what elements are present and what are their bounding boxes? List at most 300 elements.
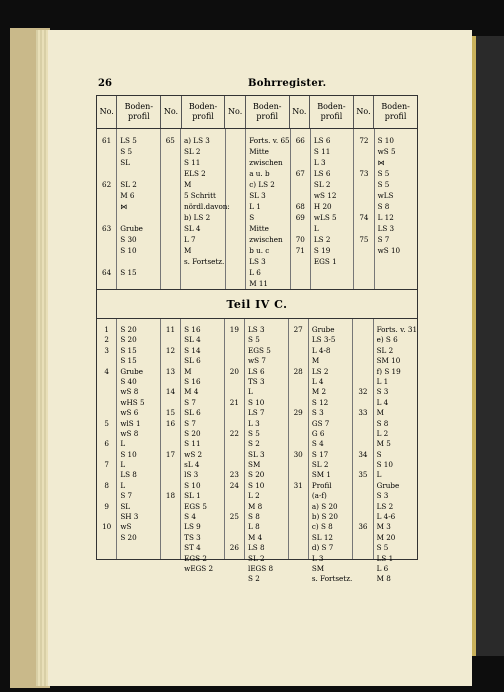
profile-entry: SL 4 xyxy=(184,335,201,345)
profile-entry: M xyxy=(311,356,320,366)
profile-entry: S 16 xyxy=(184,325,201,334)
bore-number xyxy=(161,157,180,168)
profile-entry: a) S 20 xyxy=(311,501,338,511)
profile-entry: wS 12 xyxy=(313,191,337,200)
bore-number xyxy=(289,502,308,512)
profile-entry: S 2 xyxy=(248,439,260,449)
profile-entry: L xyxy=(120,480,126,490)
bore-number xyxy=(161,234,180,245)
profile-entry: SH 3 xyxy=(120,512,139,522)
bore-number: 24 xyxy=(229,480,239,490)
bore-number: 21 xyxy=(229,397,239,407)
bore-number xyxy=(289,470,308,480)
bore-number xyxy=(161,377,180,387)
number-column xyxy=(353,319,373,559)
bore-number xyxy=(225,491,244,501)
bore-number xyxy=(291,179,310,190)
bore-number xyxy=(97,245,116,256)
profile-entry: 5 Schritt xyxy=(183,191,216,200)
bore-number xyxy=(225,460,244,470)
profile-entry: Forts. v. 31 xyxy=(376,325,418,334)
profile-entry: LS 3 xyxy=(249,257,266,266)
profile-entry: S 14 xyxy=(184,345,201,355)
bore-number: 32 xyxy=(358,387,368,397)
header-no: No. xyxy=(354,96,374,128)
bore-number: 61 xyxy=(102,136,112,145)
bore-number xyxy=(353,502,372,512)
bore-number xyxy=(226,201,245,212)
bore-number xyxy=(353,460,372,470)
header-bodenprofil: Boden- profil xyxy=(310,96,354,128)
bore-number xyxy=(225,408,244,418)
bore-number: 25 xyxy=(229,512,239,522)
bore-number xyxy=(353,533,372,543)
profile-entry: SM xyxy=(248,460,261,470)
profile-entry: S 11 xyxy=(184,439,201,449)
profile-entry: S 20 xyxy=(120,335,137,345)
bore-number xyxy=(353,398,372,408)
profile-entry: L 3 xyxy=(248,418,260,428)
profile-entry: SL xyxy=(120,501,131,511)
profile-entry: SL 6 xyxy=(184,408,201,418)
profile-entry: L xyxy=(120,439,126,449)
bore-number xyxy=(353,481,372,491)
profile-entry: L 12 xyxy=(377,213,394,222)
profile-entry: M 2 xyxy=(311,387,327,397)
profile-entry: LS 8 xyxy=(120,470,137,480)
profile-entry: ⋈ xyxy=(377,158,385,167)
bore-number xyxy=(289,398,308,408)
profile-entry: L 4 xyxy=(376,397,389,407)
bore-number xyxy=(225,346,244,356)
bore-number xyxy=(97,450,116,460)
bore-number xyxy=(353,356,372,366)
profile-entry: SL 2 xyxy=(120,180,137,189)
profile-entry: c) LS 2 xyxy=(249,180,275,189)
header-no: No. xyxy=(97,96,117,128)
bore-number xyxy=(289,377,308,387)
profile-entry: wLS 5 xyxy=(313,213,337,222)
profile-entry: H 20 xyxy=(313,202,332,211)
profile-entry: S 15 xyxy=(120,268,137,277)
profile-entry: SM 10 xyxy=(376,356,401,366)
profile-entry: a u. b xyxy=(249,169,270,178)
bohrregister-table xyxy=(96,95,418,584)
bore-number xyxy=(353,512,372,522)
profile-entry: L 3 xyxy=(313,158,326,167)
bore-number xyxy=(226,168,245,179)
lower-section xyxy=(97,319,418,584)
bore-number xyxy=(289,491,308,501)
bore-number xyxy=(161,429,180,439)
bore-number xyxy=(225,533,244,543)
profile-entry: LS 1 xyxy=(376,553,394,563)
profile-entry: b) LS 2 xyxy=(183,213,211,222)
profile-entry: S 40 xyxy=(120,376,137,386)
profile-entry: TS 3 xyxy=(248,376,265,386)
profile-entry: wS 10 xyxy=(377,246,401,255)
profile-entry: M 3 xyxy=(376,522,391,532)
bore-number: 16 xyxy=(165,418,176,428)
profile-entry: Profil xyxy=(311,480,332,490)
bore-number: 35 xyxy=(358,470,368,480)
profile-entry: S 7 xyxy=(120,491,133,501)
profile-column xyxy=(311,129,354,289)
profile-entry: S 5 xyxy=(377,169,390,178)
profile-entry: S 5 xyxy=(248,335,260,345)
profile-entry: L 6 xyxy=(376,563,389,573)
bore-number: 28 xyxy=(293,366,303,376)
profile-entry: lS 3 xyxy=(184,470,199,480)
profile-entry: Forts. v. 65 xyxy=(249,136,290,145)
profile-entry: b u. c xyxy=(249,246,270,255)
profile-entry: S 5 xyxy=(120,147,133,156)
profile-entry: Mitte xyxy=(249,147,269,156)
profile-entry: Mitte xyxy=(249,224,269,233)
profile-entry: L 2 xyxy=(248,491,260,501)
bore-number xyxy=(161,460,180,470)
bore-number: 33 xyxy=(358,408,368,418)
profile-entry: S 3 xyxy=(376,491,389,501)
profile-entry: SL 2 xyxy=(248,553,265,563)
bore-number xyxy=(161,201,180,212)
profile-entry: GS 7 xyxy=(311,418,330,428)
profile-entry: ⋈ xyxy=(120,202,128,211)
profile-entry: ST 4 xyxy=(184,543,201,553)
profile-entry: M xyxy=(376,408,384,418)
profile-entry: c) S 8 xyxy=(311,522,333,532)
profile-entry: LS 6 xyxy=(313,169,331,178)
bore-number xyxy=(97,212,116,223)
bore-number xyxy=(226,267,245,278)
profile-entry xyxy=(117,256,159,267)
bore-number: 67 xyxy=(295,169,305,178)
profile-entry: LS 6 xyxy=(313,136,331,145)
bore-number xyxy=(161,481,180,491)
profile-entry: S 2 xyxy=(248,574,260,584)
bore-number xyxy=(97,398,116,408)
profile-entry: lEGS 8 xyxy=(248,563,274,573)
profile-entry: S 7 xyxy=(184,418,196,428)
profile-entry xyxy=(117,212,159,223)
profile-entry: M xyxy=(183,246,192,255)
bore-number xyxy=(353,439,372,449)
profile-entry: EGS 1 xyxy=(313,257,337,266)
profile-entry: M 20 xyxy=(376,532,396,542)
bore-number xyxy=(291,157,310,168)
bore-number xyxy=(226,157,245,168)
table-header-row xyxy=(97,96,417,129)
bore-number: 29 xyxy=(293,408,303,418)
profile-entry: S 20 xyxy=(120,325,137,334)
bore-number xyxy=(353,367,372,377)
profile-column xyxy=(181,129,230,289)
bore-number xyxy=(354,179,373,190)
bore-number xyxy=(97,146,116,157)
bore-number: 73 xyxy=(359,169,369,178)
bore-number xyxy=(97,168,116,179)
profile-entry: S 7 xyxy=(184,397,196,407)
bore-number: 31 xyxy=(293,480,303,490)
profile-entry: e) S 6 xyxy=(376,335,398,345)
bore-number xyxy=(226,146,245,157)
bore-number xyxy=(226,256,245,267)
bore-number xyxy=(289,429,308,439)
bore-number: 20 xyxy=(229,366,239,376)
profile-entry: a) LS 3 xyxy=(183,136,210,145)
bore-number: 4 xyxy=(104,366,109,376)
profile-column xyxy=(245,319,289,584)
profile-entry: S 15 xyxy=(120,345,137,355)
bore-number: 72 xyxy=(359,136,369,145)
profile-entry: SM 1 xyxy=(311,470,332,480)
bore-number xyxy=(226,245,245,256)
profile-entry: S 10 xyxy=(377,136,394,145)
bore-number: 23 xyxy=(229,470,239,480)
profile-entry: LS 2 xyxy=(311,366,329,376)
header-no: No. xyxy=(161,96,181,128)
profile-entry: S 11 xyxy=(313,147,331,156)
bore-number xyxy=(289,439,308,449)
profile-entry: L 1 xyxy=(249,202,261,211)
bore-number xyxy=(161,168,180,179)
profile-entry: S 19 xyxy=(313,246,331,255)
number-column xyxy=(289,319,309,559)
upper-section xyxy=(97,129,417,290)
profile-entry: b) S 20 xyxy=(311,512,338,522)
bore-number xyxy=(353,377,372,387)
profile-entry xyxy=(181,267,225,278)
bore-number: 64 xyxy=(102,268,112,277)
bore-number: 68 xyxy=(295,202,305,211)
profile-entry: sL 4 xyxy=(184,460,200,470)
bore-number xyxy=(289,522,308,532)
profile-entry: nördl.davon: xyxy=(183,202,230,211)
bore-number xyxy=(225,450,244,460)
profile-column xyxy=(374,319,418,584)
profile-entry: L 6 xyxy=(249,268,261,277)
bore-number xyxy=(353,543,372,553)
bore-number xyxy=(225,387,244,397)
profile-entry: L xyxy=(313,224,319,233)
bore-number: 69 xyxy=(295,213,305,222)
page-header-title: Bohrregister. xyxy=(248,78,327,89)
bore-number xyxy=(353,429,372,439)
bore-number xyxy=(161,335,180,345)
profile-entry: L 4-8 xyxy=(311,345,331,355)
profile-entry: LS 2 xyxy=(313,235,331,244)
bore-number: 63 xyxy=(102,224,112,233)
bore-number: 3 xyxy=(104,345,109,355)
profile-entry: S 20 xyxy=(120,532,137,542)
profile-entry: L 2 xyxy=(376,428,389,438)
bore-number xyxy=(226,223,245,234)
bore-number xyxy=(97,512,116,522)
profile-entry: SL 4 xyxy=(183,224,201,233)
page-number: 26 xyxy=(98,78,112,89)
profile-column xyxy=(117,129,160,289)
bore-number: 17 xyxy=(165,449,176,459)
profile-column xyxy=(309,319,353,584)
bore-number: 12 xyxy=(165,345,176,355)
profile-entry: M xyxy=(183,180,192,189)
profile-entry: wS 6 xyxy=(120,408,139,418)
profile-entry: wEGS 2 xyxy=(184,563,214,573)
bore-number xyxy=(289,554,308,564)
profile-entry: ELS 2 xyxy=(183,169,206,178)
bore-number: 11 xyxy=(165,325,176,334)
profile-entry: M 8 xyxy=(248,501,263,511)
profile-entry: SL 3 xyxy=(249,191,266,200)
profile-entry: SL xyxy=(120,158,130,167)
profile-entry: S 20 xyxy=(248,470,265,480)
profile-entry: S 30 xyxy=(120,235,137,244)
profile-column xyxy=(181,319,225,573)
profile-entry: SL 2 xyxy=(311,460,329,470)
profile-entry: S 20 xyxy=(184,428,201,438)
bore-number xyxy=(226,179,245,190)
profile-entry: M 4 xyxy=(184,387,199,397)
bore-number xyxy=(354,256,373,267)
bore-number xyxy=(161,470,180,480)
bore-number: 34 xyxy=(358,449,368,459)
profile-entry: L 7 xyxy=(183,235,196,244)
bore-number: 70 xyxy=(295,235,305,244)
profile-entry: S 10 xyxy=(120,449,137,459)
bore-number: 71 xyxy=(295,246,305,255)
bore-number: 13 xyxy=(165,366,176,376)
bore-number xyxy=(97,190,116,201)
bore-number xyxy=(97,429,116,439)
profile-entry: SL 2 xyxy=(183,147,201,156)
profile-entry: LS 3-5 xyxy=(311,335,336,345)
profile-entry: S 8 xyxy=(248,512,260,522)
bore-number xyxy=(225,377,244,387)
section-title: Teil IV C. xyxy=(97,290,417,319)
bore-number: 75 xyxy=(359,235,369,244)
profile-entry: S 3 xyxy=(376,387,389,397)
profile-entry: EGS 2 xyxy=(184,553,207,563)
profile-entry: S 10 xyxy=(120,246,137,255)
bore-number: 27 xyxy=(293,325,303,334)
profile-entry: LS 3 xyxy=(248,325,265,334)
profile-column xyxy=(246,129,290,289)
profile-entry: wS 8 xyxy=(120,428,139,438)
profile-entry: SL 2 xyxy=(313,180,331,189)
profile-entry: L 1 xyxy=(376,376,389,386)
profile-entry: S 10 xyxy=(376,460,393,470)
number-column xyxy=(226,129,246,289)
profile-entry: S 10 xyxy=(248,397,265,407)
bore-number xyxy=(291,256,310,267)
profile-entry: S 3 xyxy=(311,408,324,418)
profile-entry: S 17 xyxy=(311,449,329,459)
profile-entry: EGS 5 xyxy=(184,501,207,511)
bore-number xyxy=(97,408,116,418)
bore-number xyxy=(353,419,372,429)
profile-entry: S 4 xyxy=(184,512,196,522)
profile-entry: Grube xyxy=(120,224,143,233)
profile-entry: L 4-6 xyxy=(376,512,396,522)
number-column xyxy=(97,319,117,559)
bore-number xyxy=(353,335,372,345)
profile-entry: s. Fortsetz. xyxy=(183,257,225,266)
bore-number xyxy=(225,502,244,512)
header-bodenprofil: Boden- profil xyxy=(381,102,410,121)
bore-number: 18 xyxy=(165,491,176,501)
profile-entry: SL 1 xyxy=(184,491,201,501)
bore-number xyxy=(289,543,308,553)
bore-number xyxy=(289,419,308,429)
profile-entry: M 11 xyxy=(249,279,268,288)
bore-number xyxy=(354,267,373,278)
bore-number xyxy=(354,190,373,201)
bore-number xyxy=(97,470,116,480)
profile-entry: S 5 xyxy=(377,180,390,189)
profile-entry: wS 5 xyxy=(377,147,396,156)
bore-number xyxy=(97,356,116,366)
bore-number: 7 xyxy=(104,460,109,470)
bore-number xyxy=(161,256,180,267)
book-right-cover xyxy=(474,36,504,656)
bore-number: 1 xyxy=(104,325,109,334)
profile-entry: f) S 19 xyxy=(376,366,401,376)
profile-entry: LS 2 xyxy=(376,501,394,511)
number-column xyxy=(97,129,117,289)
bore-number: 22 xyxy=(229,428,239,438)
bore-number: 36 xyxy=(358,522,368,532)
profile-entry: TS 3 xyxy=(184,532,201,542)
profile-entry: LS 5 xyxy=(120,136,137,145)
bore-number: 19 xyxy=(229,325,239,334)
bore-number: 65 xyxy=(165,136,175,145)
bore-number: 10 xyxy=(102,522,112,532)
profile-entry: EGS 5 xyxy=(248,345,271,355)
profile-entry: LS 7 xyxy=(248,408,265,418)
bore-number xyxy=(161,190,180,201)
header-bodenprofil: Boden- profil xyxy=(182,96,226,128)
bore-number xyxy=(161,356,180,366)
bore-number xyxy=(97,201,116,212)
bore-number: 74 xyxy=(359,213,369,222)
profile-entry: SL 2 xyxy=(376,345,394,355)
bore-number xyxy=(97,234,116,245)
profile-entry: S 12 xyxy=(311,397,329,407)
profile-entry: S 10 xyxy=(184,480,201,490)
bore-number xyxy=(353,554,372,564)
header-bodenprofil: Boden- profil xyxy=(246,96,290,128)
bore-number xyxy=(289,356,308,366)
number-column xyxy=(354,129,374,289)
bore-number xyxy=(161,146,180,157)
bore-number xyxy=(161,179,180,190)
bore-number: 14 xyxy=(165,387,176,397)
bore-number: 8 xyxy=(104,480,109,490)
number-column xyxy=(225,319,245,559)
profile-entry: S 11 xyxy=(183,158,201,167)
bore-number: 6 xyxy=(104,439,109,449)
bore-number xyxy=(161,212,180,223)
profile-entry: zwischen xyxy=(249,158,283,167)
bore-number xyxy=(226,212,245,223)
bore-number xyxy=(353,346,372,356)
profile-entry: L xyxy=(248,387,253,397)
bore-number xyxy=(161,267,180,278)
bore-number xyxy=(225,335,244,345)
profile-entry: Grube xyxy=(376,480,400,490)
bore-number xyxy=(226,190,245,201)
bore-number xyxy=(289,346,308,356)
